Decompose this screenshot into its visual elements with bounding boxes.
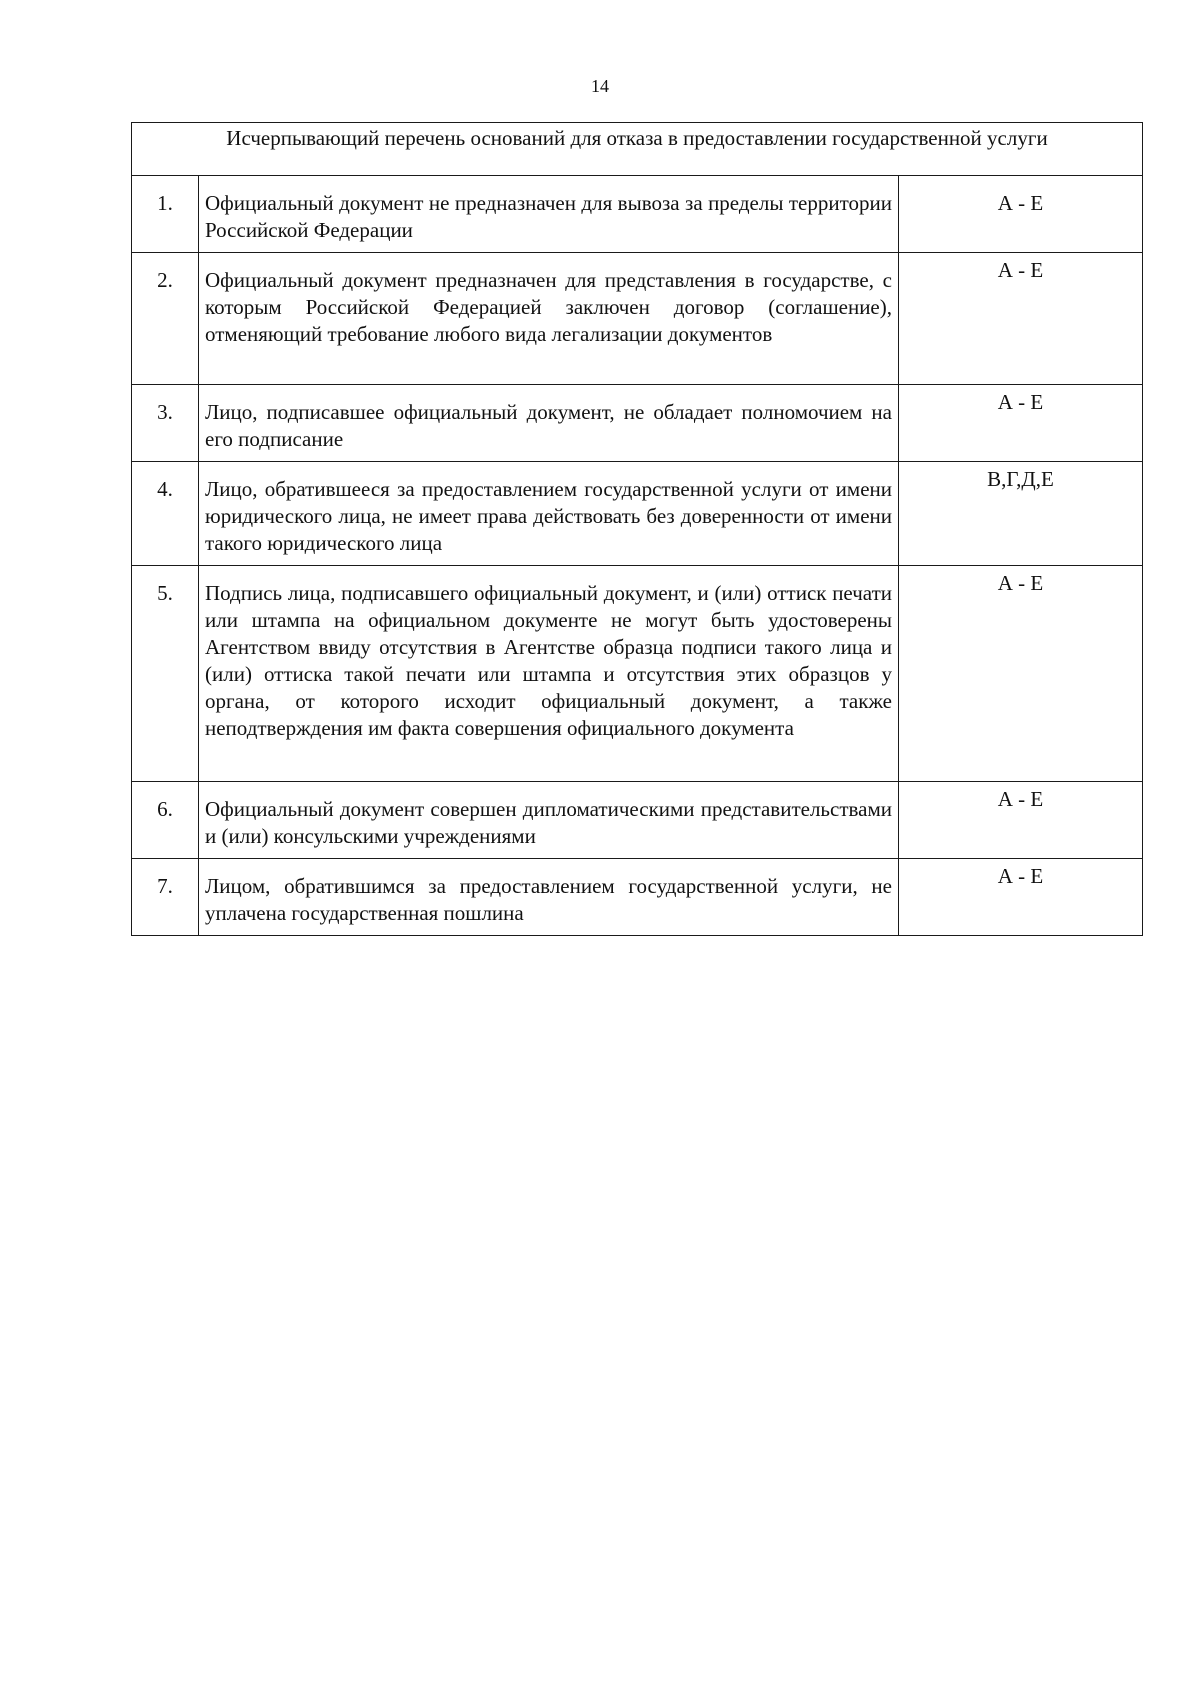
refusal-grounds-table	[131, 122, 1143, 936]
table-row	[132, 385, 1143, 462]
row-number: 5.	[132, 566, 199, 782]
row-reason-text: Лицо, подписавшее официальный документ, не обладает полномочием на его подписание	[199, 385, 899, 462]
table-row	[132, 253, 1143, 385]
row-applicant-codes: А - Е	[899, 253, 1143, 385]
row-applicant-codes: А - Е	[899, 176, 1143, 253]
row-reason-text: Официальный документ предназначен для представления в государстве, с которым Российской Федерацией заключен договор (соглашение), отменяющий требование любого вида легализации документов	[199, 253, 899, 385]
row-number: 4.	[132, 462, 199, 566]
row-applicant-codes: В,Г,Д,Е	[899, 462, 1143, 566]
row-applicant-codes: А - Е	[899, 385, 1143, 462]
row-reason-text: Официальный документ не предназначен для вывоза за пределы территории Российской Федерации	[199, 176, 899, 253]
table-header-row	[132, 123, 1143, 176]
row-number: 1.	[132, 176, 199, 253]
page-number: 14	[591, 76, 609, 96]
table-row	[132, 782, 1143, 859]
table-row	[132, 176, 1143, 253]
row-reason-text: Лицом, обратившимся за предоставлением государственной услуги, не уплачена государственная пошлина	[199, 859, 899, 936]
row-reason-text: Подпись лица, подписавшего официальный документ, и (или) оттиск печати или штампа на официальном документе не могут быть удостоверены Агентством ввиду отсутствия в Агентстве образца подписи такого лица и (или) оттиска такой печати или штампа и отсутствия этих образцов у органа, от которого исходит официальный документ, а также неподтверждения им факта совершения официального документа	[199, 566, 899, 782]
table-row	[132, 566, 1143, 782]
row-applicant-codes: А - Е	[899, 859, 1143, 936]
row-number: 6.	[132, 782, 199, 859]
row-applicant-codes: А - Е	[899, 782, 1143, 859]
table-row	[132, 859, 1143, 936]
row-number: 2.	[132, 253, 199, 385]
row-number: 3.	[132, 385, 199, 462]
row-reason-text: Лицо, обратившееся за предоставлением государственной услуги от имени юридического лица, не имеет права действовать без доверенности от имени такого юридического лица	[199, 462, 899, 566]
row-reason-text: Официальный документ совершен дипломатическими представительствами и (или) консульскими учреждениями	[199, 782, 899, 859]
row-number: 7.	[132, 859, 199, 936]
row-applicant-codes: А - Е	[899, 566, 1143, 782]
table-row	[132, 462, 1143, 566]
table-header: Исчерпывающий перечень оснований для отказа в предоставлении государственной услуги	[132, 123, 1143, 176]
